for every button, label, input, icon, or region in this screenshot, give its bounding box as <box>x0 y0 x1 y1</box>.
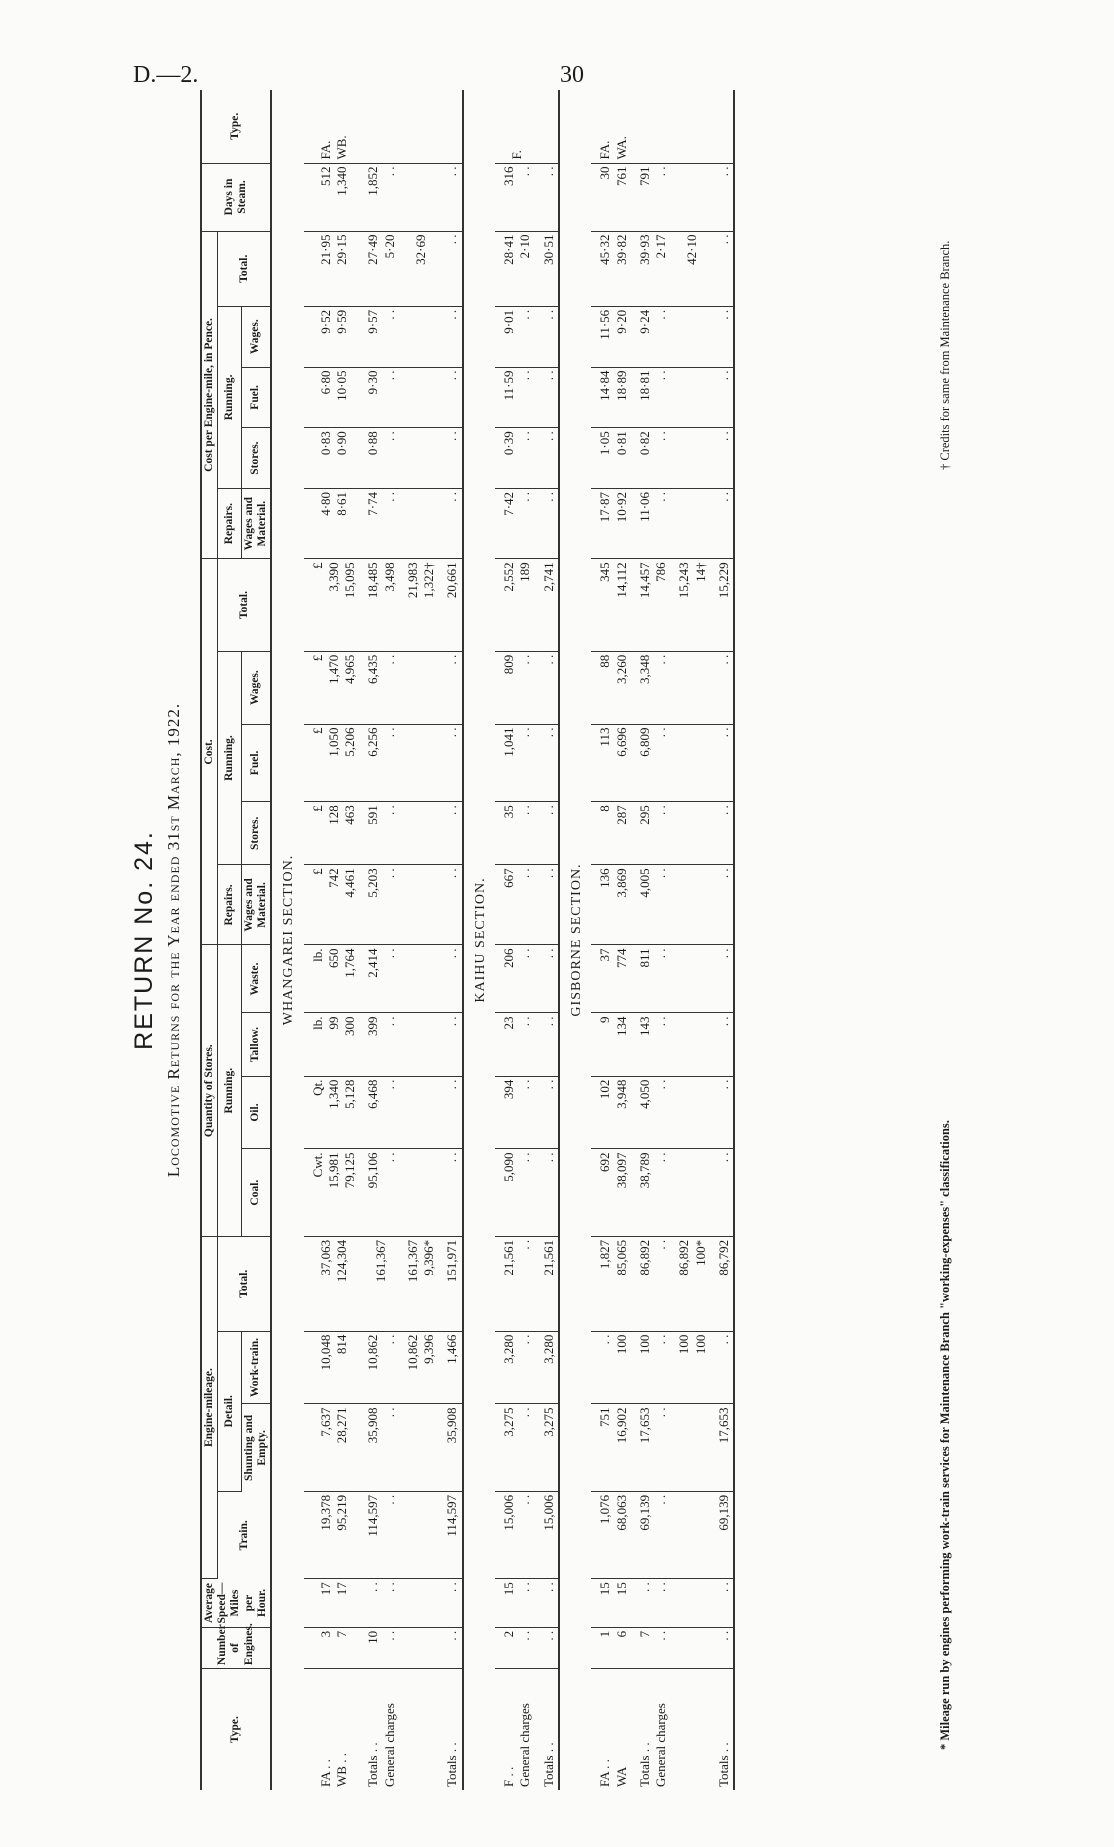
table-cell: 23 . . <box>495 1013 535 1076</box>
table-cell: . . <box>535 651 559 724</box>
table-row <box>399 90 439 1790</box>
table-cell <box>670 1013 710 1076</box>
table-cell: 37 774 <box>591 945 631 1013</box>
table-row <box>495 90 535 1790</box>
table-cell: . . <box>535 724 559 802</box>
table-cell: 394 . . <box>495 1076 535 1149</box>
table-cell: 0·88 . . <box>359 428 399 489</box>
table-cell <box>359 90 399 163</box>
table-cell: . . 100 <box>591 1331 631 1404</box>
table-cell: . . <box>535 1627 559 1668</box>
table-cell: 39·93 2·17 <box>631 231 671 306</box>
table-cell: 4,050 . . <box>631 1076 671 1149</box>
section-title: GISBORNE SECTION. <box>568 863 584 1017</box>
table-cell: 0·82 . . <box>631 428 671 489</box>
page-id: D.—2. <box>133 62 199 88</box>
table-cell: . . <box>710 306 734 367</box>
table-cell: . . <box>710 802 734 865</box>
table-cell: 2 . . <box>495 1627 535 1668</box>
table-cell: 5,203 . . <box>359 865 399 945</box>
table-cell: 751 16,902 <box>591 1404 631 1491</box>
table-cell <box>438 90 462 163</box>
table-cell: . . <box>535 945 559 1013</box>
return-title: RETURN No. 24. <box>130 830 158 1050</box>
table-cell: . . <box>710 945 734 1013</box>
table-cell: . . <box>710 724 734 802</box>
table-cell: 8 287 <box>591 802 631 865</box>
header-pence-repairs: Repairs. <box>218 488 241 558</box>
section-title: KAIHU SECTION. <box>472 877 488 1003</box>
header-oil: Oil. <box>241 1076 271 1149</box>
table-row <box>438 90 462 1790</box>
header-cost-wages-material: Wages and Material. <box>241 865 271 945</box>
table-cell: . . <box>710 163 734 231</box>
section-header <box>271 90 304 1790</box>
table-cell: £ 3,390 15,095 <box>304 559 360 651</box>
table-cell: 88 3,260 <box>591 651 631 724</box>
table-cell: FA. WB. <box>304 90 360 163</box>
table-cell <box>399 488 439 558</box>
table-cell: 100 . . <box>631 1331 671 1404</box>
table-cell: . . <box>438 1149 462 1236</box>
table-cell <box>399 945 439 1013</box>
table-cell <box>399 1013 439 1076</box>
header-type-right: Type. <box>201 90 271 163</box>
table-cell: 86,792 <box>710 1236 734 1331</box>
header-work-train: Work-train. <box>241 1331 271 1404</box>
table-row <box>359 90 399 1790</box>
header-shunting: Shunting and Empty. <box>241 1404 271 1491</box>
table-cell <box>670 90 710 163</box>
table-cell: 1,466 <box>438 1331 462 1404</box>
table-cell <box>670 1579 710 1628</box>
table-cell: 3 7 <box>304 1627 360 1668</box>
footnote-dagger: † Credits for same from Maintenance Branch. <box>938 240 952 470</box>
header-tallow: Tallow. <box>241 1013 271 1076</box>
table-cell <box>670 802 710 865</box>
section-title: WHANGAREI SECTION. <box>281 854 297 1026</box>
table-cell: . . <box>438 1579 462 1628</box>
table-cell: . . <box>438 1076 462 1149</box>
table-cell: 295 . . <box>631 802 671 865</box>
table-cell: 0·39 . . <box>495 428 535 489</box>
table-cell: . . <box>438 651 462 724</box>
header-cost-per-mile: Cost per Engine-mile, in Pence. <box>201 231 218 559</box>
header-train: Train. <box>218 1491 271 1578</box>
table-cell: FA. WA. <box>591 90 631 163</box>
table-cell <box>670 1669 710 1790</box>
table-cell: 11·06 . . <box>631 488 671 558</box>
table-cell: 21·95 29·15 <box>304 231 360 306</box>
table-row <box>304 90 360 1790</box>
table-cell: 0·83 0·90 <box>304 428 360 489</box>
table-cell: . . <box>535 802 559 865</box>
table-cell: . . <box>438 724 462 802</box>
table-cell: Totals . . <box>535 1669 559 1790</box>
table-cell: 11·56 9·20 <box>591 306 631 367</box>
header-coal: Coal. <box>241 1149 271 1236</box>
table-cell: . . <box>535 1579 559 1628</box>
header-number-engines: Number of Engines. <box>201 1627 271 1668</box>
table-cell: 14,457 786 <box>631 559 671 651</box>
table-cell <box>710 90 734 163</box>
table-cell: 399 . . <box>359 1013 399 1076</box>
table-cell: 143 . . <box>631 1013 671 1076</box>
table-cell: 100 100 <box>670 1331 710 1404</box>
table-cell: . . <box>438 1627 462 1668</box>
header-cost-total: Total. <box>218 559 271 651</box>
table-cell: 10,862 9,396 <box>399 1331 439 1404</box>
header-waste: Waste. <box>241 945 271 1013</box>
table-cell: Cwt. 15,981 79,125 <box>304 1149 360 1236</box>
table-cell: Totals . . <box>710 1669 734 1790</box>
table-cell <box>399 367 439 428</box>
table-cell: lb. 650 1,764 <box>304 945 360 1013</box>
table-cell <box>670 724 710 802</box>
table-cell: Qt. 1,340 5,128 <box>304 1076 360 1149</box>
table-cell: . . <box>710 865 734 945</box>
table-row <box>631 90 671 1790</box>
table-cell: 3,275 <box>535 1404 559 1491</box>
table-cell: FA . . WB . . <box>317 1753 349 1787</box>
table-cell: 18·81 . . <box>631 367 671 428</box>
table-cell: 17·87 10·92 <box>591 488 631 558</box>
table-cell <box>670 1491 710 1578</box>
page-header <box>0 62 1114 92</box>
table-cell <box>399 865 439 945</box>
table-cell: . . . . <box>631 1579 671 1628</box>
table-cell: . . <box>710 1331 734 1404</box>
table-cell: 7·74 . . <box>359 488 399 558</box>
table-cell: . . <box>535 306 559 367</box>
header-cost-stores: Stores. <box>241 802 271 865</box>
table-cell: . . <box>535 428 559 489</box>
table-cell: . . <box>438 488 462 558</box>
table-cell: . . <box>438 306 462 367</box>
header-stores-running: Running. <box>218 945 241 1236</box>
table-cell: 811 . . <box>631 945 671 1013</box>
table-cell: . . <box>438 428 462 489</box>
table-cell: £ 1,470 4,965 <box>304 651 360 724</box>
table-cell: 3,275 . . <box>495 1404 535 1491</box>
table-cell <box>670 865 710 945</box>
return-subtitle: Locomotive Returns for the Year ended 31st March, 1922. <box>164 702 183 1178</box>
table-cell: 4·80 8·61 <box>304 488 360 558</box>
table-cell <box>670 306 710 367</box>
table-cell: 35,908 . . <box>359 1404 399 1491</box>
table-cell: 15 . . <box>495 1579 535 1628</box>
table-cell: 21,983 1,322† <box>399 559 439 651</box>
table-cell: Totals . . General charges <box>636 1703 669 1787</box>
table-cell: 15 15 <box>591 1579 631 1628</box>
table-cell <box>399 90 439 163</box>
header-mileage-total: Total. <box>218 1236 271 1331</box>
table-cell: . . <box>535 367 559 428</box>
table-cell: 9·52 9·59 <box>304 306 360 367</box>
table-cell: 316 . . <box>495 163 535 231</box>
table-cell: 113 6,696 <box>591 724 631 802</box>
table-cell: . . <box>535 1013 559 1076</box>
header-cost-repairs: Repairs. <box>218 865 241 945</box>
table-cell: 692 38,097 <box>591 1149 631 1236</box>
table-cell: 136 3,869 <box>591 865 631 945</box>
table-cell: 5,090 . . <box>495 1149 535 1236</box>
table-cell: 21,561 <box>535 1236 559 1331</box>
table-cell <box>670 367 710 428</box>
table-cell: 35,908 <box>438 1404 462 1491</box>
table-cell <box>670 945 710 1013</box>
table-cell: 30 761 <box>591 163 631 231</box>
table-cell: 2,741 <box>535 559 559 651</box>
table-cell: . . <box>438 802 462 865</box>
table-cell: 7 . . <box>631 1627 671 1668</box>
header-quantity-stores: Quantity of Stores. <box>201 945 218 1236</box>
table-cell: 69,139 . . <box>631 1491 671 1578</box>
table-cell: 86,892 . . <box>631 1236 671 1331</box>
section-header <box>463 90 496 1790</box>
table-cell: 161,367 9,396* <box>399 1236 439 1331</box>
table-cell <box>399 1669 439 1790</box>
table-cell <box>399 1149 439 1236</box>
table-cell: 10 . . <box>359 1627 399 1668</box>
table-cell: 6,256 . . <box>359 724 399 802</box>
header-cost: Cost. <box>201 559 218 945</box>
table-cell: 1·05 0·81 <box>591 428 631 489</box>
table-cell: . . <box>710 1627 734 1668</box>
table-cell: 6,468 . . <box>359 1076 399 1149</box>
table-cell: 114,597 . . <box>359 1491 399 1578</box>
table-cell: . . <box>710 651 734 724</box>
table-cell: . . <box>438 1013 462 1076</box>
table-cell: . . <box>710 488 734 558</box>
table-cell: 9·57 . . <box>359 306 399 367</box>
table-cell: 45·32 39·82 <box>591 231 631 306</box>
table-cell <box>670 1076 710 1149</box>
table-cell: 9·24 . . <box>631 306 671 367</box>
table-cell <box>670 1627 710 1668</box>
table-cell <box>399 428 439 489</box>
table-cell: 102 3,948 <box>591 1076 631 1149</box>
table-cell <box>631 90 671 163</box>
table-cell: F . . General charges <box>501 1703 533 1787</box>
table-cell: . . <box>535 488 559 558</box>
table-cell: 21,561 . . <box>495 1236 535 1331</box>
locomotive-returns-table <box>200 90 735 1790</box>
table-cell: 15,006 <box>535 1491 559 1578</box>
table-cell <box>399 651 439 724</box>
table-cell: 17,653 <box>710 1404 734 1491</box>
table-cell: 30·51 <box>535 231 559 306</box>
table-cell: FA . . WA <box>597 1759 629 1787</box>
table-cell: . . <box>710 1579 734 1628</box>
table-cell: 1,852 . . <box>359 163 399 231</box>
table-cell: 27·49 5·20 <box>359 231 399 306</box>
table-cell: 6,809 . . <box>631 724 671 802</box>
table-cell: £ 128 463 <box>304 802 360 865</box>
table-cell: . . <box>710 1013 734 1076</box>
table-cell: 28·41 2·10 <box>495 231 535 306</box>
footnotes <box>938 110 953 1750</box>
table-cell: 3,280 <box>535 1331 559 1404</box>
header-pence-wages-material: Wages and Material. <box>241 488 271 558</box>
table-cell: . . <box>535 1076 559 1149</box>
header-detail: Detail. <box>218 1331 241 1491</box>
table-cell: . . <box>710 367 734 428</box>
table-cell: 9·01 . . <box>495 306 535 367</box>
table-cell <box>399 306 439 367</box>
table-cell: 2,552 189 <box>495 559 535 651</box>
table-cell: 10,048 814 <box>304 1331 360 1404</box>
header-type: Type. <box>201 1669 271 1790</box>
table-cell: 3,280 . . <box>495 1331 535 1404</box>
table-cell <box>399 1404 439 1491</box>
table-cell: lb. 99 300 <box>304 1013 360 1076</box>
table-cell: 161,367 <box>359 1236 399 1331</box>
table-cell: Totals . . General charges <box>365 1703 397 1787</box>
table-cell: 17 17 <box>304 1579 360 1628</box>
table-cell: 206 . . <box>495 945 535 1013</box>
table-cell <box>535 90 559 163</box>
table-cell: 35 . . <box>495 802 535 865</box>
table-cell: . . <box>710 428 734 489</box>
table-cell: 591 . . <box>359 802 399 865</box>
table-cell: Totals . . <box>438 1669 462 1790</box>
table-cell: 95,106 . . <box>359 1149 399 1236</box>
table-cell <box>399 1076 439 1149</box>
table-cell: 14·84 18·89 <box>591 367 631 428</box>
table-cell <box>399 802 439 865</box>
table-cell: 32·69 <box>399 231 439 306</box>
table-cell: . . <box>438 163 462 231</box>
table-cell: 3,348 . . <box>631 651 671 724</box>
table-cell: £ 1,050 5,206 <box>304 724 360 802</box>
table-cell: 791 . . <box>631 163 671 231</box>
table-cell: . . <box>438 367 462 428</box>
table-cell: 1,076 68,063 <box>591 1491 631 1578</box>
header-engine-mileage: Engine-mileage. <box>201 1236 218 1578</box>
table-cell: 2,414 . . <box>359 945 399 1013</box>
table-cell: 4,005 . . <box>631 865 671 945</box>
table-cell: . . <box>535 163 559 231</box>
section-header <box>559 90 592 1790</box>
table-cell: . . <box>710 1149 734 1236</box>
table-row <box>591 90 631 1790</box>
header-cost-fuel: Fuel. <box>241 724 271 802</box>
table-cell: . . <box>438 231 462 306</box>
table-cell: . . <box>535 865 559 945</box>
table-cell <box>670 1404 710 1491</box>
table-cell: 15,006 . . <box>495 1491 535 1578</box>
table-cell: 1,827 85,065 <box>591 1236 631 1331</box>
table-cell <box>399 1491 439 1578</box>
table-cell: 6·80 10·05 <box>304 367 360 428</box>
table-cell: . . <box>710 231 734 306</box>
table-cell: . . . . <box>359 1579 399 1628</box>
table-cell: 9·30 . . <box>359 367 399 428</box>
header-pence-wages: Wages. <box>241 306 271 367</box>
table-cell: 37,063 124,304 <box>304 1236 360 1331</box>
table-cell: F. <box>495 90 535 163</box>
table-cell: . . <box>535 1149 559 1236</box>
table-cell: 10,862 . . <box>359 1331 399 1404</box>
table-cell: 809 . . <box>495 651 535 724</box>
header-cost-wages: Wages. <box>241 651 271 724</box>
table-cell: 151,971 <box>438 1236 462 1331</box>
table-cell <box>399 724 439 802</box>
table-cell: 667 . . <box>495 865 535 945</box>
table-cell: 20,661 <box>438 559 462 651</box>
table-cell: 86,892 100* <box>670 1236 710 1331</box>
header-pence-fuel: Fuel. <box>241 367 271 428</box>
table-cell <box>670 1149 710 1236</box>
table-cell: 11·59 . . <box>495 367 535 428</box>
table-row <box>710 90 734 1790</box>
table-cell <box>399 1579 439 1628</box>
table-cell: 69,139 <box>710 1491 734 1578</box>
header-pence-total: Total. <box>218 231 271 306</box>
table-cell <box>399 163 439 231</box>
page-number: 30 <box>560 62 584 88</box>
table-cell <box>399 1627 439 1668</box>
table-cell: 9 134 <box>591 1013 631 1076</box>
table-cell: 19,378 95,219 <box>304 1491 360 1578</box>
table-cell: 512 1,340 <box>304 163 360 231</box>
table-row <box>535 90 559 1790</box>
table-cell: 345 14,112 <box>591 559 631 651</box>
table-cell: 114,597 <box>438 1491 462 1578</box>
table-cell: 38,789 . . <box>631 1149 671 1236</box>
rotated-table-sheet <box>130 90 970 1790</box>
table-cell: 17,653 . . <box>631 1404 671 1491</box>
table-body <box>271 90 734 1790</box>
table-cell: 18,485 3,498 <box>359 559 399 651</box>
table-row <box>670 90 710 1790</box>
header-pence-running: Running. <box>218 306 241 488</box>
header-pence-stores: Stores. <box>241 428 271 489</box>
header-cost-running: Running. <box>218 651 241 865</box>
table-cell: 7·42 . . <box>495 488 535 558</box>
table-cell <box>670 651 710 724</box>
footnote-star: * Mileage run by engines performing work-train services for Maintenance Branch "working-expenses" classifications. <box>938 1120 952 1750</box>
table-cell <box>670 163 710 231</box>
table-cell: 42·10 <box>670 231 710 306</box>
table-cell <box>670 428 710 489</box>
table-cell: 15,229 <box>710 559 734 651</box>
table-cell <box>670 488 710 558</box>
table-cell: . . <box>438 865 462 945</box>
header-days-steam: Days in Steam. <box>201 163 271 231</box>
table-cell: 6,435 . . <box>359 651 399 724</box>
table-cell: £ 742 4,461 <box>304 865 360 945</box>
header-avg-speed: Average Speed—Miles per Hour. <box>201 1579 271 1628</box>
table-cell: 15,243 14† <box>670 559 710 651</box>
table-cell: 1,041 . . <box>495 724 535 802</box>
table-cell: . . <box>710 1076 734 1149</box>
table-cell: . . <box>438 945 462 1013</box>
table-cell: 7,637 28,271 <box>304 1404 360 1491</box>
table-cell: 1 6 <box>591 1627 631 1668</box>
